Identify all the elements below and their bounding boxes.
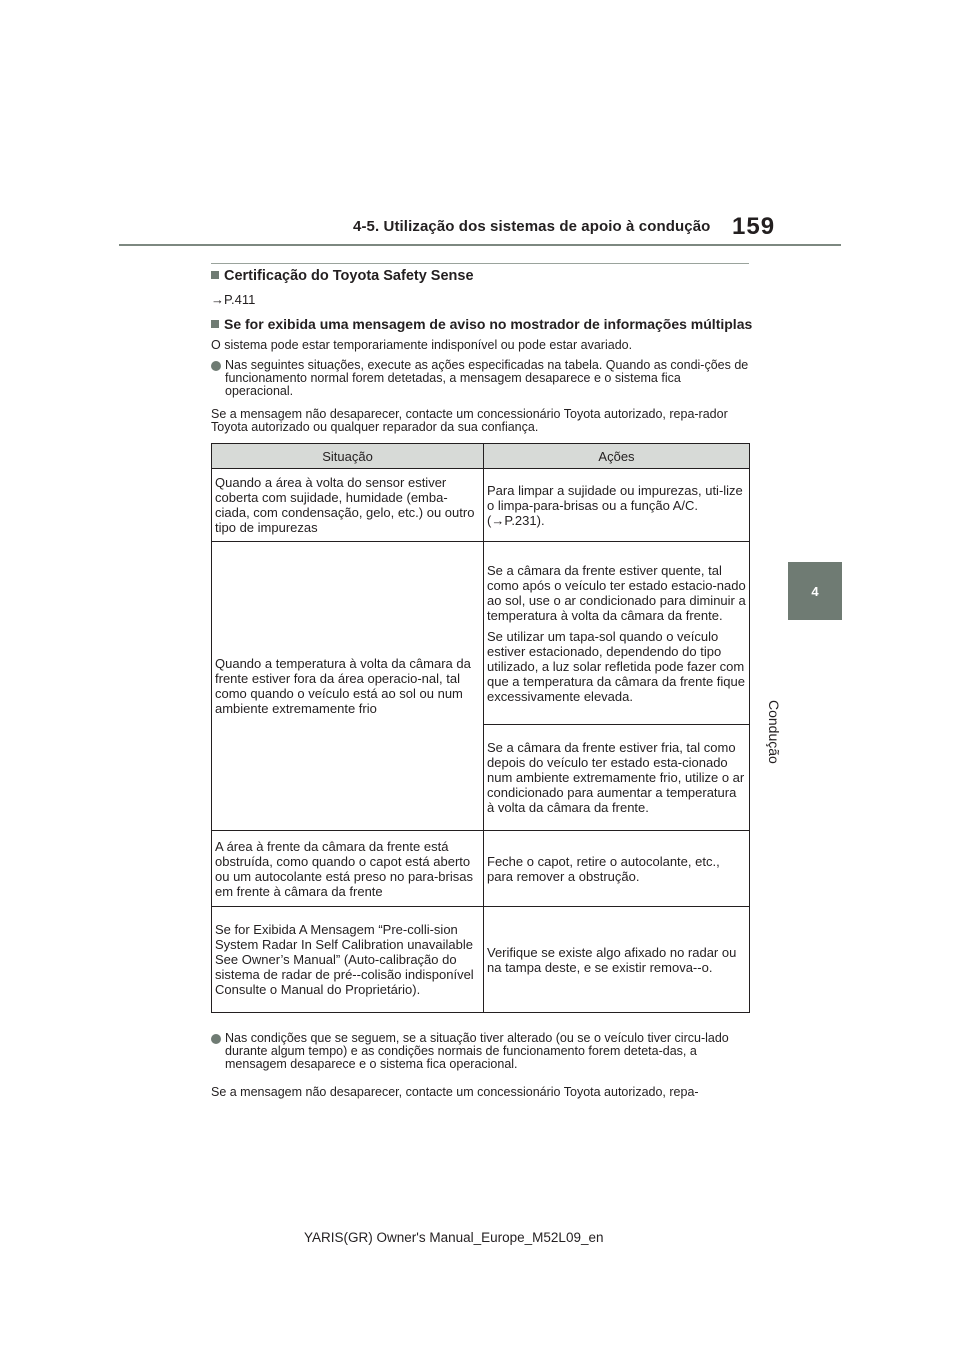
section-1-title: Certificação do Toyota Safety Sense: [224, 268, 474, 284]
situation-cell: Se for Exibida A Mensagem “Pre-colli-sion System Radar In Self Calibration unavailable See Owner’s Manual” (Auto-calibração do sistema de radar de pré--colisão indisponível Consulte o Manual do Proprietário).: [212, 907, 484, 1013]
situation-cell: A área à frente da câmara da frente está obstruída, como quando o capot está aberto ou um autocolante está preso no para-brisas em frente à câmara da frente: [212, 831, 484, 907]
table-row: [212, 469, 750, 542]
bullet-2-text: Nas condições que se seguem, se a situação tiver alterado (ou se o veículo tiver circu-lado durante algum tempo) e as condições normais de funcionamento forem deteta-das, a mensagem desaparece e o sistema fica operacional.: [225, 1031, 729, 1071]
section-1-heading: [211, 268, 474, 284]
section-header-title: 4-5. Utilização dos sistemas de apoio à condução: [353, 218, 711, 235]
action-paragraph: Se a câmara da frente estiver quente, tal como após o veículo ter estado estacio-nado ao sol, use o ar condicionado para diminuir a temperatura à volta da câmara da frente.: [487, 562, 746, 623]
chapter-label: Condução: [766, 700, 782, 764]
situation-cell: Quando a temperatura à volta da câmara da frente estiver fora da área operacio-nal, tal como quando o veículo está ao sol ou num ambiente extremamente frio: [212, 542, 484, 831]
section-2-intro: O sistema pode estar temporariamente indisponível ou pode estar avariado.: [211, 338, 633, 352]
section-1-ref[interactable]: →P.411: [211, 292, 256, 307]
header-actions: Ações: [484, 444, 750, 469]
bullet-1-text: Nas seguintes situações, execute as ações especificadas na tabela. Quando as condi-ções de funcionamento normal forem detetadas, a mensagem desaparece e o sistema fica operacional.: [225, 358, 749, 398]
section-2-title: Se for exibida uma mensagem de aviso no mostrador de informações múltiplas: [224, 316, 753, 332]
chapter-number: 4: [811, 583, 819, 599]
action-cell: Se a câmara da frente estiver fria, tal como depois do veículo ter estado esta-cionado num ambiente extremamente frio, utilize o ar condicionado para aumentar a temperatura à volta da câmara da frente.: [484, 725, 750, 831]
header-rule: [119, 244, 841, 246]
situation-cell: Quando a área à volta do sensor estiver coberta com sujidade, humidade (emba-ciada, com condensação, gelo, etc.) ou outro tipo de impurezas: [212, 469, 484, 542]
table-row: [212, 907, 750, 1013]
square-bullet-icon: [211, 271, 219, 279]
table-header-row: [212, 444, 750, 469]
action-paragraph: Se utilizar um tapa-sol quando o veículo estiver estacionado, dependendo do tipo utilizado, a luz solar refletida pode fazer com que a temperatura da câmara da frente fique excessivamente elevada.: [487, 628, 745, 704]
bullet-item-1: [211, 359, 751, 398]
action-cell: Verifique se existe algo afixado no radar ou na tampa deste, e se existir remova--o.: [484, 907, 750, 1013]
footer-manual-id: YARIS(GR) Owner's Manual_Europe_M52L09_en: [304, 1230, 604, 1245]
warning-actions-table: [211, 443, 750, 1013]
table-row: [212, 831, 750, 907]
chapter-tab[interactable]: [788, 562, 842, 620]
section-2-heading: [211, 316, 752, 332]
round-bullet-icon: [211, 361, 221, 371]
note-2: Se a mensagem não desaparecer, contacte um concessionário Toyota autorizado, repa-: [211, 1085, 699, 1099]
action-cell: [484, 542, 750, 725]
action-cell: Feche o capot, retire o autocolante, etc., para remover a obstrução.: [484, 831, 750, 907]
content-rule: [211, 263, 749, 264]
action-cell: Para limpar a sujidade ou impurezas, uti-lize o limpa-para-brisas ou a função A/C. (→P.231).: [484, 469, 750, 542]
round-bullet-icon: [211, 1034, 221, 1044]
square-bullet-icon: [211, 320, 219, 328]
bullet-item-2: [211, 1032, 751, 1071]
page-number: 159: [732, 213, 776, 240]
note-1: Se a mensagem não desaparecer, contacte um concessionário Toyota autorizado, repa-rador Toyota autorizado ou qualquer reparador da sua confiança.: [211, 407, 728, 434]
header-situation: Situação: [212, 444, 484, 469]
table-row: [212, 542, 750, 725]
